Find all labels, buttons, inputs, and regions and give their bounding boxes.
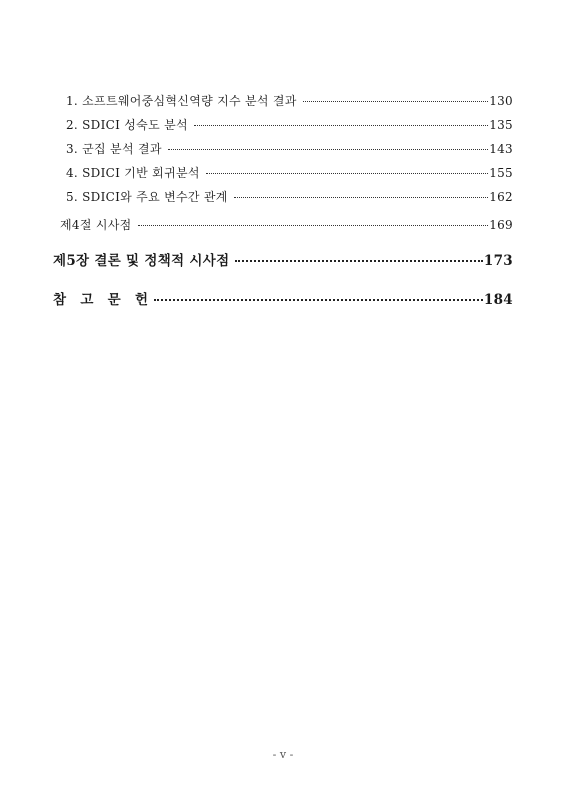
toc-page-number: 173 bbox=[483, 253, 513, 269]
toc-dot-leader bbox=[234, 197, 489, 198]
toc-entry-software-innovation-index[interactable] bbox=[66, 92, 513, 109]
toc-entry-title: 제5장 결론 및 정책적 시사점 bbox=[53, 253, 230, 269]
toc-entry-section-4-implications[interactable] bbox=[60, 216, 513, 233]
toc-entry-sdici-regression[interactable] bbox=[66, 164, 513, 181]
toc-page-number: 155 bbox=[489, 166, 513, 180]
toc-page-number: 184 bbox=[483, 292, 513, 308]
toc-dot-leader bbox=[206, 173, 488, 174]
toc-page-number: 135 bbox=[489, 118, 513, 132]
toc-dot-leader bbox=[138, 225, 489, 226]
toc-entry-chapter-5-conclusion[interactable] bbox=[53, 249, 513, 269]
toc-dot-leader bbox=[235, 260, 482, 262]
page-number-footer: - v - bbox=[272, 748, 294, 761]
toc-dot-leader bbox=[154, 299, 483, 301]
toc-dot-leader bbox=[168, 149, 488, 150]
toc-entry-title: 1. 소프트웨어중심혁신역량 지수 분석 결과 bbox=[66, 94, 297, 108]
toc-entry-references[interactable] bbox=[53, 288, 513, 308]
toc-entry-cluster-analysis[interactable] bbox=[66, 140, 513, 157]
toc-dot-leader bbox=[303, 101, 489, 102]
toc-entry-sdici-maturity[interactable] bbox=[66, 116, 513, 133]
toc-entry-title: 3. 군집 분석 결과 bbox=[66, 142, 162, 156]
toc-entry-title: 5. SDICI와 주요 변수간 관계 bbox=[66, 190, 228, 204]
toc-entry-title: 2. SDICI 성숙도 분석 bbox=[66, 118, 188, 132]
toc-page-number: 130 bbox=[489, 94, 513, 108]
toc-page-number: 143 bbox=[489, 142, 513, 156]
toc-page-number: 169 bbox=[489, 218, 513, 232]
toc-entry-title: 제4절 시사점 bbox=[60, 218, 132, 232]
toc-dot-leader bbox=[194, 125, 488, 126]
toc-entry-title: 참 고 문 헌 bbox=[53, 292, 149, 308]
toc-entry-title: 4. SDICI 기반 회귀분석 bbox=[66, 166, 200, 180]
toc-entry-sdici-variable-relations[interactable] bbox=[66, 188, 513, 205]
toc-page-number: 162 bbox=[489, 190, 513, 204]
